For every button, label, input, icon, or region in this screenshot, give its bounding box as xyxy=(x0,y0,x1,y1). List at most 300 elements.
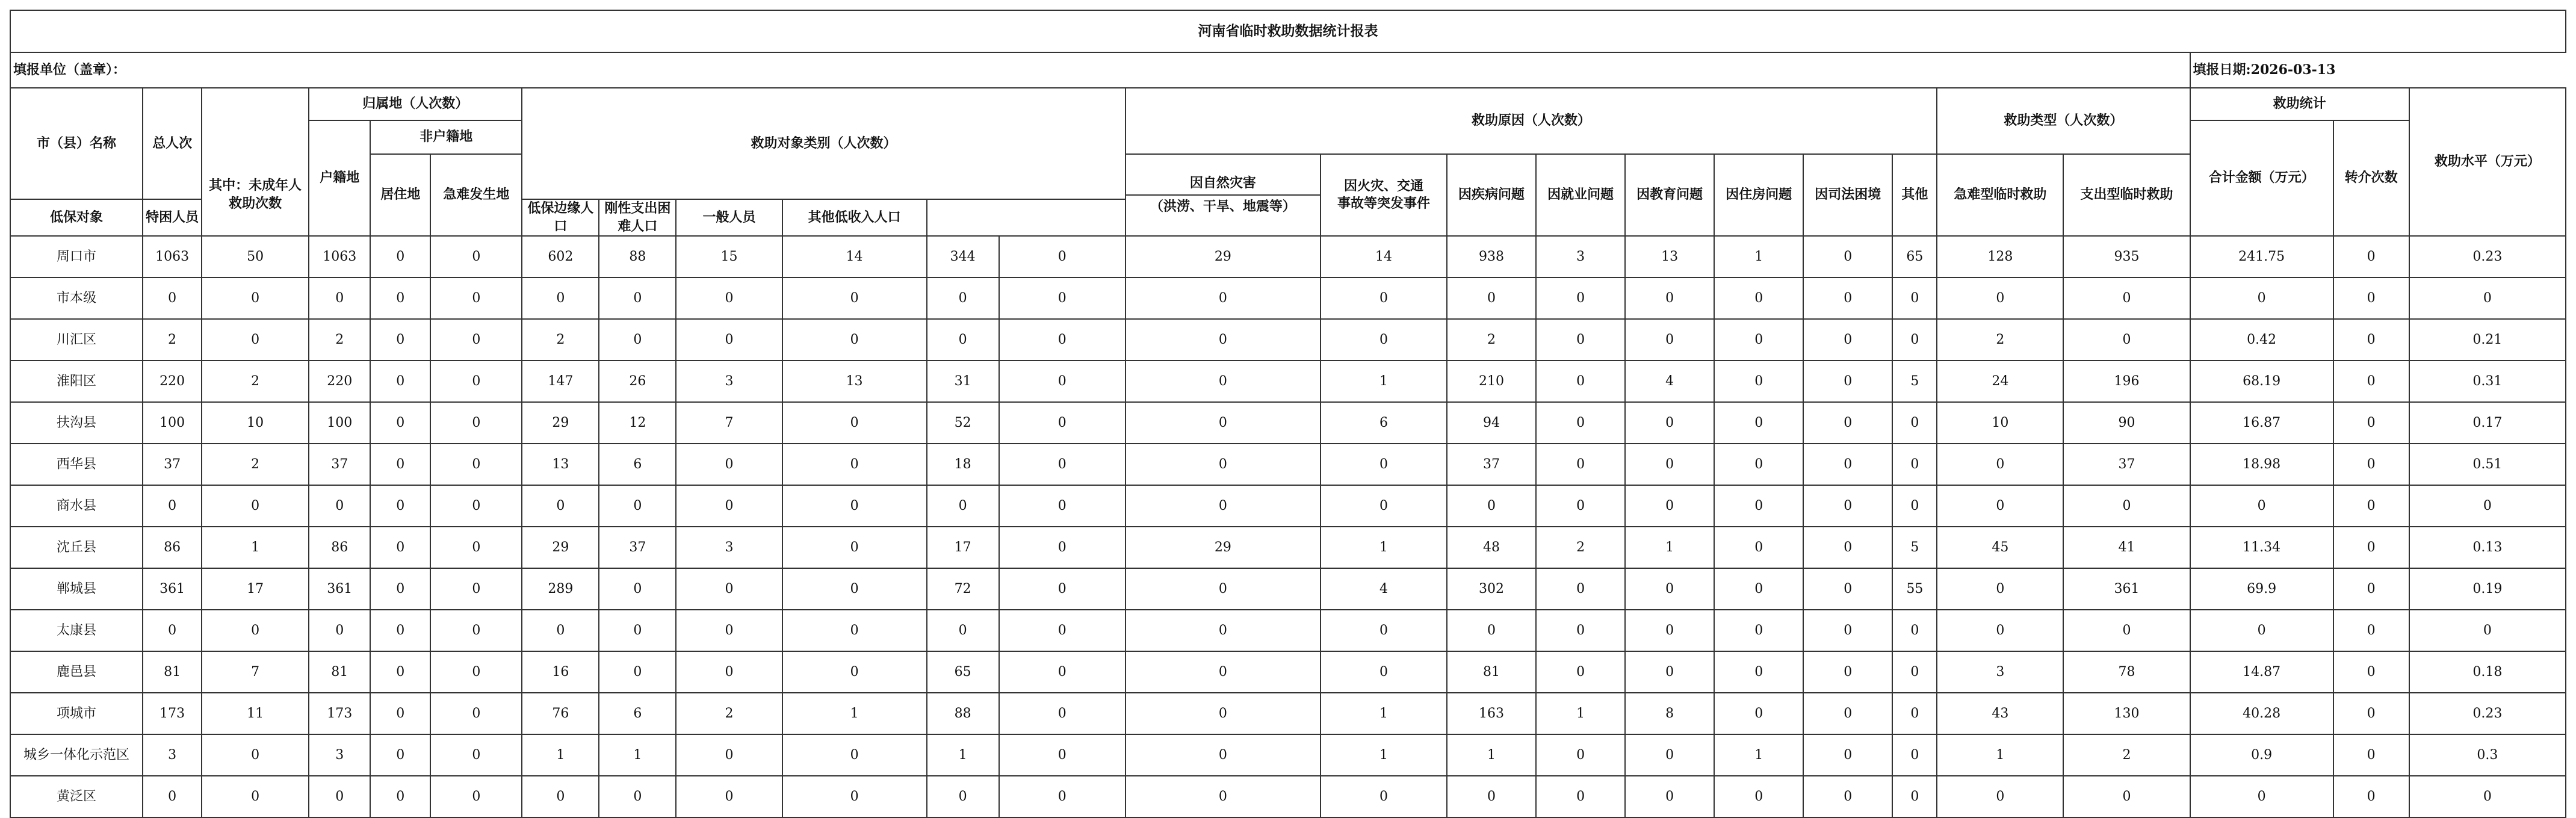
cell-employment: 2 xyxy=(1536,527,1625,568)
cell-total-amount: 0 xyxy=(2190,610,2333,651)
cell-tekun: 88 xyxy=(599,236,676,277)
cell-expense-type: 0 xyxy=(2063,610,2190,651)
cell-disease: 37 xyxy=(1447,444,1536,485)
cell-education: 0 xyxy=(1625,776,1714,817)
header-education: 因教育问题 xyxy=(1625,154,1714,236)
cell-rigid-expense: 0 xyxy=(782,568,927,610)
cell-minors: 2 xyxy=(202,444,309,485)
cell-expense-type: 0 xyxy=(2063,485,2190,527)
cell-level: 0.17 xyxy=(2409,402,2566,444)
cell-level: 0.13 xyxy=(2409,527,2566,568)
cell-household: 37 xyxy=(309,444,370,485)
cell-education: 1 xyxy=(1625,527,1714,568)
header-minors: 其中：未成年人救助次数 xyxy=(202,154,309,236)
cell-expense-type: 2 xyxy=(2063,734,2190,776)
header-tekun: 特困人员 xyxy=(143,199,202,236)
header-residence: 居住地 xyxy=(370,154,430,236)
cell-tekun: 0 xyxy=(599,776,676,817)
cell-minors: 0 xyxy=(202,734,309,776)
relief-statistics-table xyxy=(10,10,2566,818)
cell-employment: 0 xyxy=(1536,651,1625,693)
cell-total-amount: 68.19 xyxy=(2190,361,2333,402)
cell-total-amount: 0.9 xyxy=(2190,734,2333,776)
cell-dibao: 289 xyxy=(522,568,599,610)
cell-fire-traffic: 0 xyxy=(1321,319,1447,361)
cell-emergency-place: 0 xyxy=(430,444,522,485)
filling-date xyxy=(2190,52,2566,88)
cell-household: 3 xyxy=(309,734,370,776)
table-row xyxy=(10,319,2566,361)
header-referrals: 转介次数 xyxy=(2333,120,2409,236)
cell-dibao-edge: 0 xyxy=(676,776,782,817)
cell-referrals: 0 xyxy=(2333,485,2409,527)
table-row xyxy=(10,277,2566,319)
cell-natural-disaster: 0 xyxy=(1125,444,1321,485)
cell-total-amount: 0.42 xyxy=(2190,319,2333,361)
cell-natural-disaster: 0 xyxy=(1125,568,1321,610)
cell-other-low-income: 0 xyxy=(999,568,1125,610)
cell-total: 173 xyxy=(143,693,202,734)
cell-urgent: 0 xyxy=(1937,485,2063,527)
row-name-cell: 黄泛区 xyxy=(10,776,143,817)
cell-household: 81 xyxy=(309,651,370,693)
header-fire-traffic-sub: 事故等突发事件 xyxy=(1337,196,1430,212)
header-other: 其他 xyxy=(1892,154,1937,236)
cell-education: 0 xyxy=(1625,734,1714,776)
cell-rigid-expense: 0 xyxy=(782,610,927,651)
cell-total: 361 xyxy=(143,568,202,610)
cell-residence: 0 xyxy=(370,651,430,693)
cell-judicial: 0 xyxy=(1803,319,1892,361)
cell-minors: 0 xyxy=(202,776,309,817)
table-row xyxy=(10,444,2566,485)
cell-total: 37 xyxy=(143,444,202,485)
cell-general: 31 xyxy=(927,361,999,402)
cell-other-low-income: 0 xyxy=(999,236,1125,277)
cell-education: 8 xyxy=(1625,693,1714,734)
cell-residence: 0 xyxy=(370,693,430,734)
cell-other: 65 xyxy=(1892,236,1937,277)
cell-education: 0 xyxy=(1625,651,1714,693)
cell-household: 86 xyxy=(309,527,370,568)
cell-judicial: 0 xyxy=(1803,734,1892,776)
cell-urgent: 43 xyxy=(1937,693,2063,734)
header-reason: 救助原因（人次数） xyxy=(1125,88,1937,154)
cell-natural-disaster: 0 xyxy=(1125,734,1321,776)
cell-other: 0 xyxy=(1892,651,1937,693)
cell-education: 0 xyxy=(1625,485,1714,527)
cell-tekun: 1 xyxy=(599,734,676,776)
cell-expense-type: 0 xyxy=(2063,277,2190,319)
cell-fire-traffic: 0 xyxy=(1321,444,1447,485)
table-row xyxy=(10,693,2566,734)
cell-employment: 3 xyxy=(1536,236,1625,277)
cell-dibao: 1 xyxy=(522,734,599,776)
cell-referrals: 0 xyxy=(2333,734,2409,776)
cell-residence: 0 xyxy=(370,319,430,361)
cell-urgent: 0 xyxy=(1937,568,2063,610)
cell-tekun: 0 xyxy=(599,651,676,693)
cell-natural-disaster: 0 xyxy=(1125,277,1321,319)
cell-disease: 0 xyxy=(1447,776,1536,817)
cell-referrals: 0 xyxy=(2333,527,2409,568)
table-row xyxy=(10,568,2566,610)
cell-minors: 1 xyxy=(202,527,309,568)
cell-disease: 94 xyxy=(1447,402,1536,444)
cell-level: 0.51 xyxy=(2409,444,2566,485)
header-fire-traffic-main: 因火灾、交通 xyxy=(1343,178,1423,194)
cell-housing: 0 xyxy=(1714,651,1803,693)
cell-disease: 48 xyxy=(1447,527,1536,568)
cell-rigid-expense: 0 xyxy=(782,527,927,568)
cell-level: 0 xyxy=(2409,610,2566,651)
cell-minors: 11 xyxy=(202,693,309,734)
cell-judicial: 0 xyxy=(1803,444,1892,485)
cell-dibao-edge: 2 xyxy=(676,693,782,734)
header-fire-traffic xyxy=(1321,154,1447,236)
cell-emergency-place: 0 xyxy=(430,734,522,776)
cell-dibao: 0 xyxy=(522,776,599,817)
cell-emergency-place: 0 xyxy=(430,610,522,651)
cell-residence: 0 xyxy=(370,361,430,402)
cell-disease: 81 xyxy=(1447,651,1536,693)
cell-natural-disaster: 29 xyxy=(1125,236,1321,277)
cell-tekun: 0 xyxy=(599,610,676,651)
cell-rigid-expense: 13 xyxy=(782,361,927,402)
cell-housing: 0 xyxy=(1714,485,1803,527)
cell-total-amount: 40.28 xyxy=(2190,693,2333,734)
cell-education: 0 xyxy=(1625,402,1714,444)
cell-household: 100 xyxy=(309,402,370,444)
cell-emergency-place: 0 xyxy=(430,402,522,444)
cell-minors: 0 xyxy=(202,485,309,527)
cell-general: 88 xyxy=(927,693,999,734)
row-name-cell: 沈丘县 xyxy=(10,527,143,568)
header-total-amount: 合计金额（万元） xyxy=(2190,120,2333,236)
cell-general: 0 xyxy=(927,485,999,527)
cell-other: 0 xyxy=(1892,776,1937,817)
cell-household: 2 xyxy=(309,319,370,361)
cell-expense-type: 90 xyxy=(2063,402,2190,444)
cell-other: 0 xyxy=(1892,610,1937,651)
cell-referrals: 0 xyxy=(2333,776,2409,817)
cell-dibao-edge: 0 xyxy=(676,734,782,776)
table-row xyxy=(10,402,2566,444)
cell-household: 0 xyxy=(309,610,370,651)
cell-total-amount: 16.87 xyxy=(2190,402,2333,444)
cell-level: 0 xyxy=(2409,776,2566,817)
cell-general: 18 xyxy=(927,444,999,485)
cell-other: 0 xyxy=(1892,485,1937,527)
cell-other-low-income: 0 xyxy=(999,527,1125,568)
cell-judicial: 0 xyxy=(1803,236,1892,277)
table-row xyxy=(10,651,2566,693)
cell-total: 0 xyxy=(143,485,202,527)
cell-other-low-income: 0 xyxy=(999,651,1125,693)
cell-education: 0 xyxy=(1625,319,1714,361)
cell-tekun: 0 xyxy=(599,485,676,527)
cell-housing: 0 xyxy=(1714,444,1803,485)
cell-dibao: 0 xyxy=(522,485,599,527)
cell-judicial: 0 xyxy=(1803,693,1892,734)
cell-housing: 0 xyxy=(1714,610,1803,651)
cell-total-amount: 18.98 xyxy=(2190,444,2333,485)
cell-natural-disaster: 0 xyxy=(1125,776,1321,817)
cell-natural-disaster: 0 xyxy=(1125,485,1321,527)
cell-judicial: 0 xyxy=(1803,402,1892,444)
row-name-cell: 西华县 xyxy=(10,444,143,485)
cell-rigid-expense: 0 xyxy=(782,444,927,485)
cell-fire-traffic: 0 xyxy=(1321,277,1447,319)
cell-employment: 0 xyxy=(1536,319,1625,361)
header-emergency-place: 急难发生地 xyxy=(430,154,522,236)
cell-total-amount: 0 xyxy=(2190,277,2333,319)
cell-other: 0 xyxy=(1892,734,1937,776)
filling-date-label: 填报日期: xyxy=(2193,61,2251,78)
cell-household: 220 xyxy=(309,361,370,402)
cell-residence: 0 xyxy=(370,444,430,485)
cell-urgent: 0 xyxy=(1937,610,2063,651)
cell-level: 0.19 xyxy=(2409,568,2566,610)
cell-residence: 0 xyxy=(370,527,430,568)
cell-rigid-expense: 0 xyxy=(782,402,927,444)
cell-other-low-income: 0 xyxy=(999,485,1125,527)
cell-disease: 938 xyxy=(1447,236,1536,277)
cell-referrals: 0 xyxy=(2333,319,2409,361)
cell-minors: 50 xyxy=(202,236,309,277)
table-row xyxy=(10,485,2566,527)
cell-housing: 0 xyxy=(1714,568,1803,610)
cell-level: 0.18 xyxy=(2409,651,2566,693)
cell-minors: 2 xyxy=(202,361,309,402)
cell-natural-disaster: 0 xyxy=(1125,610,1321,651)
header-natural-disaster-main: 因自然灾害 xyxy=(1189,175,1256,191)
header-level: 救助水平（万元） xyxy=(2409,88,2566,236)
cell-total: 0 xyxy=(143,610,202,651)
cell-emergency-place: 0 xyxy=(430,361,522,402)
cell-housing: 0 xyxy=(1714,776,1803,817)
cell-minors: 0 xyxy=(202,610,309,651)
cell-emergency-place: 0 xyxy=(430,485,522,527)
header-belong: 归属地（人次数） xyxy=(309,88,522,120)
cell-emergency-place: 0 xyxy=(430,319,522,361)
cell-residence: 0 xyxy=(370,610,430,651)
cell-level: 0.23 xyxy=(2409,693,2566,734)
cell-total: 220 xyxy=(143,361,202,402)
cell-tekun: 26 xyxy=(599,361,676,402)
cell-dibao-edge: 3 xyxy=(676,361,782,402)
header-minors-top xyxy=(202,88,309,154)
cell-urgent: 2 xyxy=(1937,319,2063,361)
cell-education: 13 xyxy=(1625,236,1714,277)
cell-urgent: 10 xyxy=(1937,402,2063,444)
header-rigid-expense: 刚性支出困难人口 xyxy=(599,199,676,236)
cell-dibao-edge: 0 xyxy=(676,444,782,485)
cell-housing: 0 xyxy=(1714,277,1803,319)
row-name-cell: 川汇区 xyxy=(10,319,143,361)
header-disease: 因疾病问题 xyxy=(1447,154,1536,236)
cell-household: 0 xyxy=(309,776,370,817)
cell-general: 0 xyxy=(927,277,999,319)
cell-total: 86 xyxy=(143,527,202,568)
cell-employment: 0 xyxy=(1536,402,1625,444)
cell-education: 0 xyxy=(1625,610,1714,651)
cell-education: 0 xyxy=(1625,444,1714,485)
cell-tekun: 6 xyxy=(599,444,676,485)
header-expense-type: 支出型临时救助 xyxy=(2063,154,2190,236)
cell-employment: 0 xyxy=(1536,361,1625,402)
cell-dibao-edge: 15 xyxy=(676,236,782,277)
cell-dibao: 76 xyxy=(522,693,599,734)
header-employment: 因就业问题 xyxy=(1536,154,1625,236)
header-other-low-income: 其他低收入人口 xyxy=(782,199,927,236)
cell-rigid-expense: 0 xyxy=(782,319,927,361)
cell-housing: 0 xyxy=(1714,361,1803,402)
cell-other-low-income: 0 xyxy=(999,776,1125,817)
cell-other-low-income: 0 xyxy=(999,402,1125,444)
cell-other: 55 xyxy=(1892,568,1937,610)
cell-level: 0.31 xyxy=(2409,361,2566,402)
cell-judicial: 0 xyxy=(1803,651,1892,693)
cell-tekun: 0 xyxy=(599,568,676,610)
cell-judicial: 0 xyxy=(1803,485,1892,527)
cell-education: 4 xyxy=(1625,361,1714,402)
cell-rigid-expense: 0 xyxy=(782,277,927,319)
cell-fire-traffic: 0 xyxy=(1321,776,1447,817)
cell-referrals: 0 xyxy=(2333,568,2409,610)
cell-fire-traffic: 0 xyxy=(1321,610,1447,651)
cell-expense-type: 37 xyxy=(2063,444,2190,485)
cell-other-low-income: 0 xyxy=(999,693,1125,734)
cell-fire-traffic: 4 xyxy=(1321,568,1447,610)
cell-total-amount: 11.34 xyxy=(2190,527,2333,568)
cell-total: 2 xyxy=(143,319,202,361)
cell-minors: 17 xyxy=(202,568,309,610)
cell-expense-type: 41 xyxy=(2063,527,2190,568)
cell-judicial: 0 xyxy=(1803,361,1892,402)
table-row xyxy=(10,776,2566,817)
cell-other: 0 xyxy=(1892,402,1937,444)
header-household: 户籍地 xyxy=(309,120,370,236)
cell-housing: 1 xyxy=(1714,734,1803,776)
cell-rigid-expense: 1 xyxy=(782,693,927,734)
cell-residence: 0 xyxy=(370,277,430,319)
cell-total-amount: 0 xyxy=(2190,776,2333,817)
cell-education: 0 xyxy=(1625,277,1714,319)
cell-total-amount: 69.9 xyxy=(2190,568,2333,610)
cell-minors: 10 xyxy=(202,402,309,444)
cell-employment: 0 xyxy=(1536,610,1625,651)
cell-total: 81 xyxy=(143,651,202,693)
cell-emergency-place: 0 xyxy=(430,277,522,319)
cell-urgent: 0 xyxy=(1937,277,2063,319)
cell-dibao: 0 xyxy=(522,610,599,651)
cell-rigid-expense: 0 xyxy=(782,734,927,776)
cell-tekun: 6 xyxy=(599,693,676,734)
cell-employment: 1 xyxy=(1536,693,1625,734)
header-urgent: 急难型临时救助 xyxy=(1937,154,2063,236)
filling-unit-label: 填报单位（盖章）： xyxy=(10,52,2190,88)
cell-level: 0.23 xyxy=(2409,236,2566,277)
cell-disease: 0 xyxy=(1447,610,1536,651)
cell-natural-disaster: 0 xyxy=(1125,361,1321,402)
cell-emergency-place: 0 xyxy=(430,776,522,817)
header-assist-type: 救助类型（人次数） xyxy=(1937,88,2190,154)
cell-dibao-edge: 3 xyxy=(676,527,782,568)
cell-residence: 0 xyxy=(370,402,430,444)
cell-dibao-edge: 0 xyxy=(676,319,782,361)
cell-referrals: 0 xyxy=(2333,693,2409,734)
cell-fire-traffic: 1 xyxy=(1321,693,1447,734)
cell-judicial: 0 xyxy=(1803,568,1892,610)
cell-employment: 0 xyxy=(1536,776,1625,817)
cell-dibao: 29 xyxy=(522,402,599,444)
cell-general: 17 xyxy=(927,527,999,568)
cell-urgent: 0 xyxy=(1937,776,2063,817)
cell-natural-disaster: 0 xyxy=(1125,402,1321,444)
cell-minors: 0 xyxy=(202,277,309,319)
cell-expense-type: 0 xyxy=(2063,319,2190,361)
cell-emergency-place: 0 xyxy=(430,236,522,277)
cell-total: 100 xyxy=(143,402,202,444)
cell-rigid-expense: 0 xyxy=(782,651,927,693)
row-name-cell: 市本级 xyxy=(10,277,143,319)
cell-expense-type: 935 xyxy=(2063,236,2190,277)
cell-urgent: 3 xyxy=(1937,651,2063,693)
cell-urgent: 128 xyxy=(1937,236,2063,277)
table-row xyxy=(10,610,2566,651)
cell-minors: 7 xyxy=(202,651,309,693)
cell-judicial: 0 xyxy=(1803,776,1892,817)
cell-emergency-place: 0 xyxy=(430,568,522,610)
cell-dibao: 13 xyxy=(522,444,599,485)
cell-natural-disaster: 29 xyxy=(1125,527,1321,568)
cell-urgent: 1 xyxy=(1937,734,2063,776)
cell-expense-type: 0 xyxy=(2063,776,2190,817)
cell-other-low-income: 0 xyxy=(999,610,1125,651)
cell-urgent: 24 xyxy=(1937,361,2063,402)
cell-dibao-edge: 0 xyxy=(676,568,782,610)
cell-level: 0 xyxy=(2409,485,2566,527)
cell-housing: 0 xyxy=(1714,402,1803,444)
cell-education: 0 xyxy=(1625,568,1714,610)
cell-tekun: 37 xyxy=(599,527,676,568)
cell-household: 0 xyxy=(309,485,370,527)
cell-other-low-income: 0 xyxy=(999,444,1125,485)
cell-household: 1063 xyxy=(309,236,370,277)
table-row xyxy=(10,361,2566,402)
cell-dibao-edge: 7 xyxy=(676,402,782,444)
cell-residence: 0 xyxy=(370,485,430,527)
row-name-cell: 鹿邑县 xyxy=(10,651,143,693)
row-name-cell: 商水县 xyxy=(10,485,143,527)
cell-level: 0.3 xyxy=(2409,734,2566,776)
cell-disease: 1 xyxy=(1447,734,1536,776)
cell-residence: 0 xyxy=(370,236,430,277)
cell-other-low-income: 0 xyxy=(999,277,1125,319)
cell-dibao-edge: 0 xyxy=(676,610,782,651)
cell-total-amount: 0 xyxy=(2190,485,2333,527)
cell-judicial: 0 xyxy=(1803,527,1892,568)
cell-fire-traffic: 0 xyxy=(1321,651,1447,693)
cell-rigid-expense: 0 xyxy=(782,776,927,817)
header-housing: 因住房问题 xyxy=(1714,154,1803,236)
cell-household: 361 xyxy=(309,568,370,610)
cell-fire-traffic: 1 xyxy=(1321,361,1447,402)
cell-fire-traffic: 0 xyxy=(1321,485,1447,527)
cell-tekun: 0 xyxy=(599,319,676,361)
cell-natural-disaster: 0 xyxy=(1125,651,1321,693)
